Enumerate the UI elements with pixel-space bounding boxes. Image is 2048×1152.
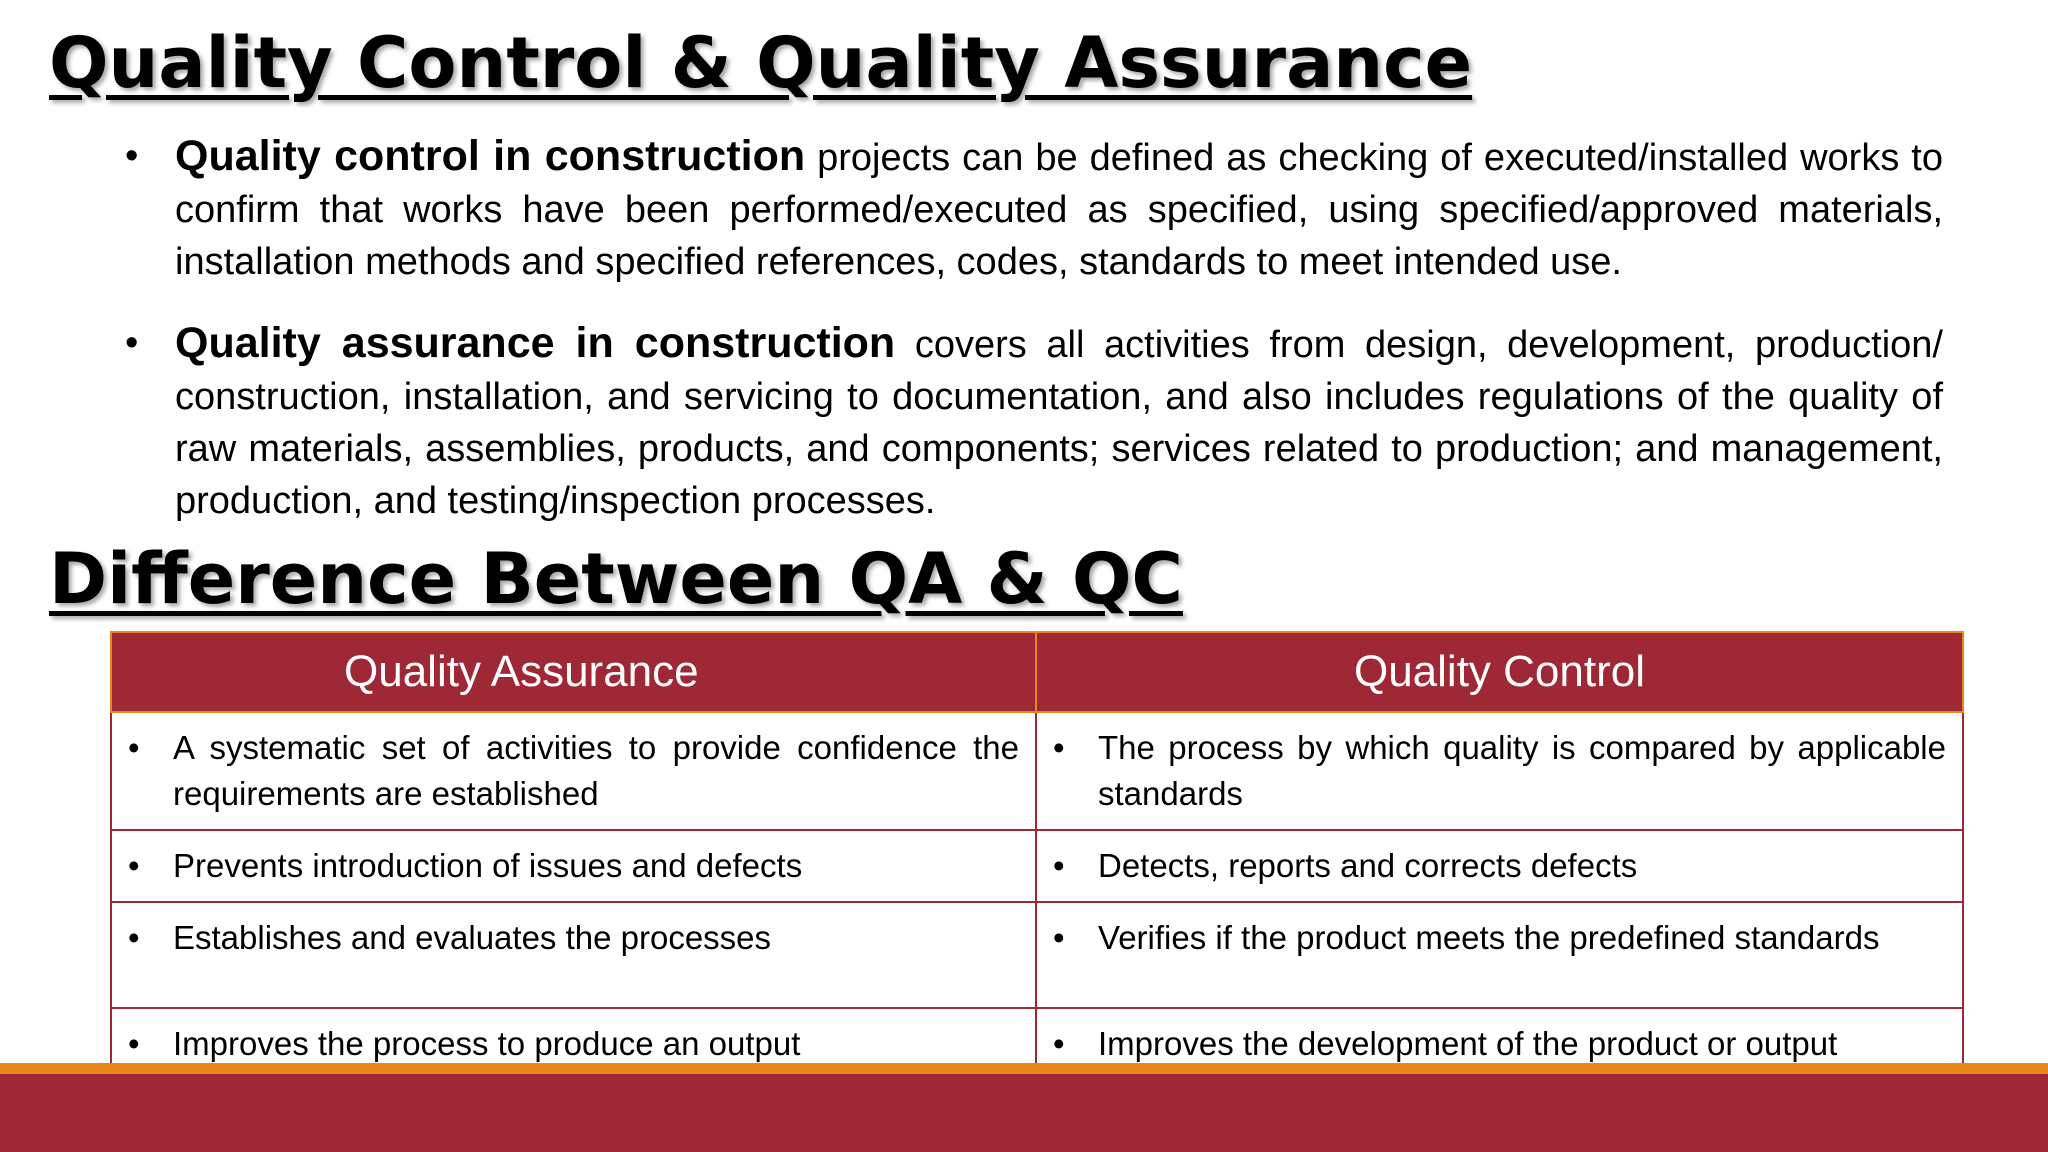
table-header-row — [111, 632, 1963, 712]
cell-text: Detects, reports and corrects defects — [1098, 847, 1638, 884]
table-row — [111, 712, 1963, 830]
table-row — [111, 830, 1963, 902]
cell-text: Improves the process to produce an output — [173, 1025, 801, 1062]
definitions-list-qa — [125, 317, 1943, 527]
bullet-icon: • — [125, 135, 139, 177]
definition-text: projects can be defined as checking of executed/installed works to confirm that works have been performed/executed as specified, using specified/approved materials, installation methods and specified references, codes, standards to meet intended use. — [175, 137, 1943, 283]
definitions-list-qc — [125, 130, 1943, 288]
bullet-icon: • — [1053, 1025, 1065, 1062]
bullet-icon: • — [1053, 729, 1065, 766]
table-cell-qc — [1036, 830, 1963, 902]
cell-text: Prevents introduction of issues and defects — [173, 847, 803, 884]
definition-text: covers all activities from design, development, production/ construction, installation, and servicing to documentation, and also includes regulations of the quality of raw materials, assemblies, products, and components; services related to production; and management, production, and testing/inspection processes. — [175, 324, 1943, 522]
table-cell-qa — [111, 902, 1036, 1008]
bullet-icon: • — [125, 322, 139, 364]
cell-text: Verifies if the product meets the predefined standards — [1098, 919, 1880, 956]
definition-term: Quality control in construction — [175, 132, 806, 180]
bullet-icon: • — [128, 729, 140, 766]
cell-text: Establishes and evaluates the processes — [173, 919, 772, 956]
comparison-table — [110, 631, 1964, 1081]
bullet-icon: • — [1053, 847, 1065, 884]
bullet-icon: • — [1053, 919, 1065, 956]
footer-accent-stripe — [0, 1063, 2048, 1074]
table-row — [111, 902, 1963, 1008]
bullet-icon: • — [128, 919, 140, 956]
column-header-quality-control: Quality Control — [1036, 632, 1963, 712]
column-header-quality-assurance: Quality Assurance — [111, 632, 1036, 712]
definition-quality-assurance — [125, 317, 1943, 527]
cell-text: The process by which quality is compared by applicable standards — [1098, 729, 1946, 812]
footer-bar — [0, 1074, 2048, 1152]
table-cell-qc — [1036, 712, 1963, 830]
table-cell-qc — [1036, 902, 1963, 1008]
cell-text: Improves the development of the product or output — [1098, 1025, 1838, 1062]
definition-quality-control — [125, 130, 1943, 288]
table-cell-qa — [111, 712, 1036, 830]
definition-term: Quality assurance in construction — [175, 319, 896, 367]
section-title: Difference Between QA & QC — [49, 538, 1183, 620]
table-cell-qa — [111, 830, 1036, 902]
bullet-icon: • — [128, 847, 140, 884]
bullet-icon: • — [128, 1025, 140, 1062]
cell-text: A systematic set of activities to provide confidence the requirements are established — [173, 729, 1019, 812]
slide-title: Quality Control & Quality Assurance — [49, 22, 1473, 104]
